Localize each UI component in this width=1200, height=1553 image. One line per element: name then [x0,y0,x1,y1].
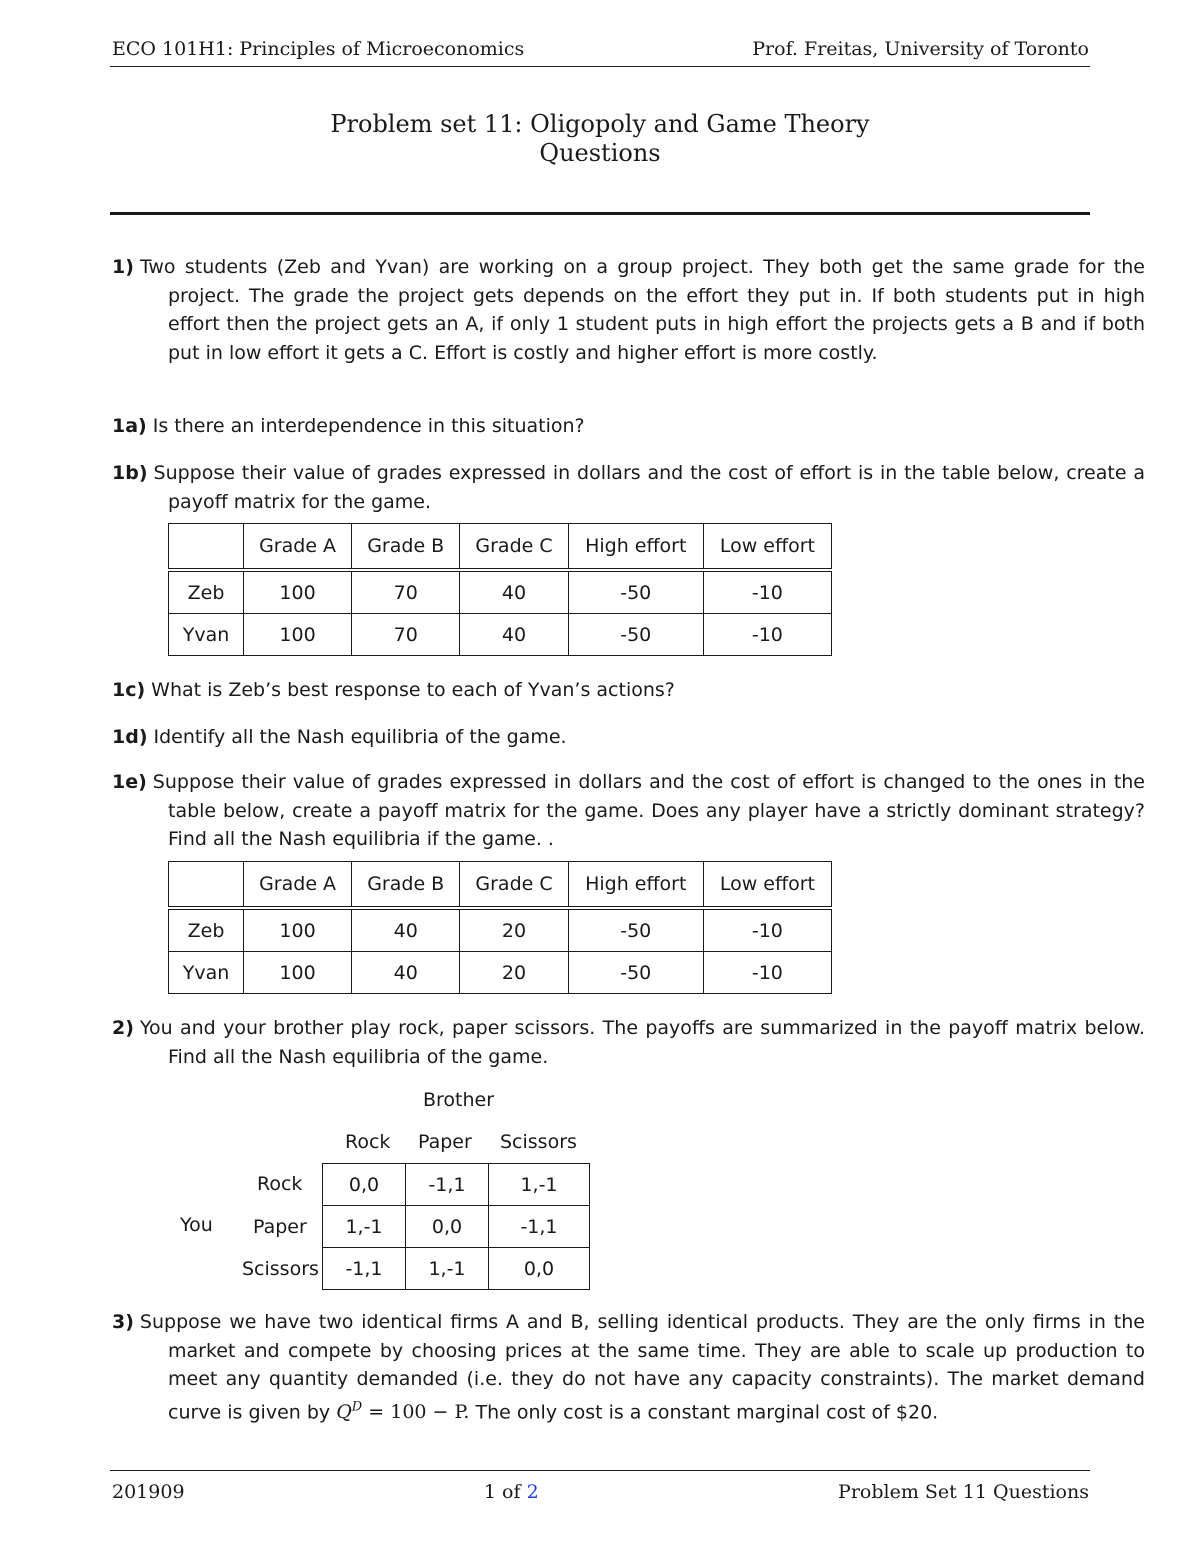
table-header-cell: Grade A [244,524,352,571]
table-header-cell: Grade B [352,524,460,571]
table-cell: Zeb [169,908,244,952]
question-1b [112,459,1145,516]
page-label: 1 of [483,1481,521,1503]
title-rule [110,212,1090,215]
table-header-cell [169,524,244,571]
table-cell: -50 [568,952,703,994]
grades-table-1 [168,523,832,656]
table-row [169,570,832,614]
question-number: 1) [112,256,134,278]
table-header-cell: Grade C [460,524,568,571]
table-cell: 40 [352,952,460,994]
table-cell: -50 [568,570,703,614]
page-number [484,1481,539,1503]
question-1c [112,676,1145,705]
question-3 [112,1308,1145,1426]
header-rule [110,66,1090,67]
question-number: 3) [112,1311,134,1333]
question-2 [112,1014,1145,1071]
grades-table-2 [168,861,832,994]
title-line-2: Questions [539,139,661,167]
question-text: Suppose we have two identical firms A and B, selling identical products. They are the only firms in the market and compete by choosing prices at the same time. They are able to scale up production to meet any quantity demanded (i.e. they do not have any capacity constraints). The market demand curve is given by [139,1311,1145,1423]
question-text: Is there an interdependence in this situation? [152,415,585,437]
table-cell: 40 [352,908,460,952]
table-cell: 20 [460,908,568,952]
question-number: 1a) [112,415,147,437]
column-header-scissors: Scissors [500,1131,577,1153]
footer-date: 201909 [112,1481,185,1503]
table-cell: 20 [460,952,568,994]
column-header-rock: Rock [345,1131,391,1153]
table-header-cell: High effort [568,524,703,571]
row-header-rock: Rock [257,1173,303,1195]
matrix-cell: 0,0 [489,1248,590,1290]
table-cell: 100 [244,570,352,614]
question-text: You and your brother play rock, paper scissors. The payoffs are summarized in the payoff matrix below. Find all the Nash equilibria of the game. [139,1017,1145,1068]
table-header-cell [169,862,244,909]
question-1a [112,412,1145,441]
question-1 [112,253,1145,367]
question-text-cont: The only cost is a constant marginal cost of $20. [475,1400,939,1423]
table-cell: -50 [568,908,703,952]
table-cell: 100 [244,952,352,994]
footer-label: Problem Set 11 Questions [838,1481,1089,1503]
table-cell: 70 [352,570,460,614]
row-player-label: You [180,1214,213,1236]
table-header-row [169,524,832,571]
question-text: Identify all the Nash equilibria of the game. [153,726,567,748]
column-player-label: Brother [423,1089,495,1111]
matrix-cell: -1,1 [323,1248,406,1290]
table-cell: -10 [703,614,831,656]
table-header-cell: Grade C [460,862,568,909]
table-row [169,952,832,994]
equation-superscript: D [351,1399,363,1415]
question-1e [112,768,1145,854]
page-title [110,110,1090,168]
total-pages-link[interactable]: 2 [526,1481,539,1503]
question-number: 1d) [112,726,148,748]
matrix-row [323,1164,590,1206]
table-cell: 40 [460,570,568,614]
footer-rule [110,1470,1090,1471]
page-footer [112,1481,1089,1503]
matrix-cell: -1,1 [406,1164,489,1206]
matrix-cell: 1,-1 [406,1248,489,1290]
question-number: 2) [112,1017,134,1039]
rps-payoff-matrix [322,1163,590,1290]
equation-q: Q [336,1400,352,1423]
table-cell: Yvan [169,952,244,994]
row-header-paper: Paper [253,1216,307,1238]
table-header-cell: Low effort [703,524,831,571]
matrix-row [323,1206,590,1248]
matrix-row [323,1248,590,1290]
instructor: Prof. Freitas, University of Toronto [752,38,1089,60]
question-text: Suppose their value of grades expressed in dollars and the cost of effort is in the table below, create a payoff matrix for the game. [153,462,1145,513]
question-number: 1e) [112,771,147,793]
question-text: Suppose their value of grades expressed in dollars and the cost of effort is changed to the ones in the table below, create a payoff matrix for the game. Does any player have a strictly dominant strategy? Find all the Nash equilibria if the game. . [152,771,1145,850]
matrix-cell: 1,-1 [489,1164,590,1206]
question-text: What is Zeb’s best response to each of Yvan’s actions? [151,679,675,701]
equation-rest: = 100 − P. [368,1400,470,1423]
table-cell: 70 [352,614,460,656]
matrix-cell: 0,0 [406,1206,489,1248]
question-number: 1b) [112,462,148,484]
table-cell: 100 [244,614,352,656]
table-cell: 100 [244,908,352,952]
table-row [169,614,832,656]
matrix-cell: -1,1 [489,1206,590,1248]
question-1d [112,723,1145,752]
table-cell: Yvan [169,614,244,656]
matrix-cell: 1,-1 [323,1206,406,1248]
title-line-1: Problem set 11: Oligopoly and Game Theory [330,110,870,138]
table-header-cell: High effort [568,862,703,909]
matrix-cell: 0,0 [323,1164,406,1206]
table-header-cell: Low effort [703,862,831,909]
column-header-paper: Paper [418,1131,472,1153]
question-number: 1c) [112,679,146,701]
table-cell: -10 [703,908,831,952]
table-header-cell: Grade A [244,862,352,909]
table-cell: -10 [703,570,831,614]
table-cell: 40 [460,614,568,656]
table-header-row [169,862,832,909]
table-cell: -50 [568,614,703,656]
row-header-scissors: Scissors [242,1258,319,1280]
table-cell: -10 [703,952,831,994]
table-header-cell: Grade B [352,862,460,909]
page-header [112,38,1089,60]
question-text: Two students (Zeb and Yvan) are working on a group project. They both get the same grade for the project. The grade the project gets depends on the effort they put in. If both students put in high effort then the project gets an A, if only 1 student puts in high effort the projects gets a B and if both put in low effort it gets a C. Effort is costly and higher effort is more costly. [139,256,1145,364]
table-row [169,908,832,952]
demand-equation [336,1401,469,1423]
table-cell: Zeb [169,570,244,614]
course-title: ECO 101H1: Principles of Microeconomics [112,38,525,60]
